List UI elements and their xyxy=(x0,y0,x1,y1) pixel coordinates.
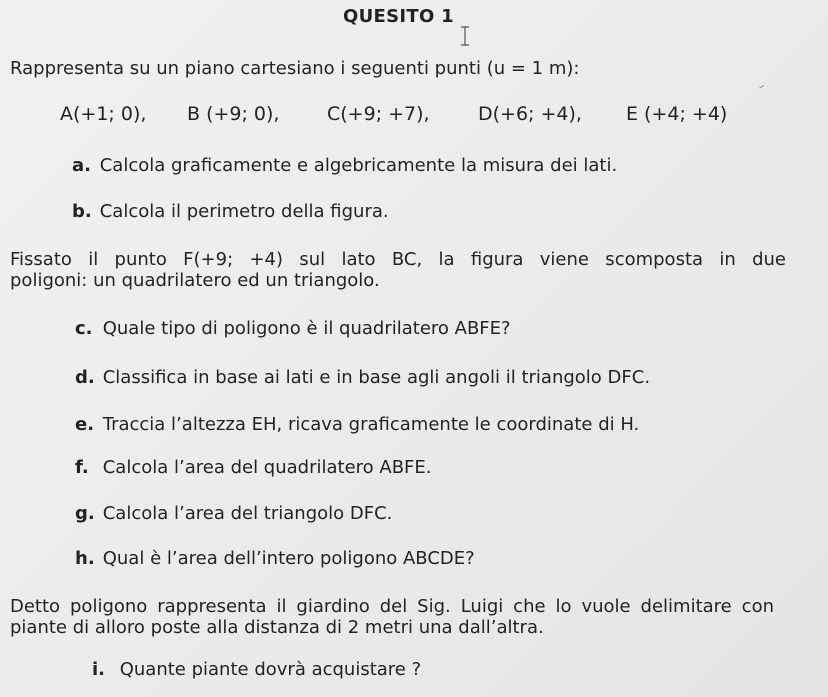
question-g xyxy=(75,503,392,524)
question-letter: c. xyxy=(75,318,93,339)
question-d xyxy=(75,367,650,388)
question-text: Calcola l’area del quadrilatero ABFE. xyxy=(102,457,432,478)
question-letter: b. xyxy=(72,201,92,222)
question-text: Qual è l’area dell’intero poligono ABCDE? xyxy=(102,548,475,569)
question-text: Traccia l’altezza EH, ricava graficamente le coordinate di H. xyxy=(102,414,640,435)
question-text: Quante piante dovrà acquistare ? xyxy=(119,659,422,680)
stray-mark xyxy=(759,85,765,91)
paragraph-line: Fissato il punto F(+9; +4) sul lato BC, la figura viene scomposta in due xyxy=(10,249,786,270)
point-a: A(+1; 0), xyxy=(60,103,147,125)
question-letter: a. xyxy=(72,155,91,176)
page-title: QUESITO 1 xyxy=(343,6,454,27)
question-letter: d. xyxy=(75,367,95,388)
question-a xyxy=(72,155,617,176)
question-letter: f. xyxy=(75,457,89,478)
paragraph-garden xyxy=(10,596,822,638)
question-text: Classifica in base ai lati e in base agli angoli il triangolo DFC. xyxy=(102,367,651,388)
question-f xyxy=(75,457,432,478)
paragraph-line: poligoni: un quadrilatero ed un triangolo. xyxy=(10,270,380,291)
question-letter: g. xyxy=(75,503,95,524)
point-d: D(+6; +4), xyxy=(478,103,582,125)
question-text: Calcola graficamente e algebricamente la misura dei lati. xyxy=(99,155,618,176)
question-text: Calcola l’area del triangolo DFC. xyxy=(102,503,393,524)
text-cursor-icon xyxy=(460,26,470,46)
paragraph-line: Detto poligono rappresenta il giardino del Sig. Luigi che lo vuole delimitare con xyxy=(10,596,774,617)
point-e: E (+4; +4) xyxy=(626,103,728,125)
question-c xyxy=(75,318,511,339)
question-letter: e. xyxy=(75,414,95,435)
paragraph-decomposition xyxy=(10,249,822,291)
intro-text: Rappresenta su un piano cartesiano i seguenti punti (u = 1 m): xyxy=(10,58,580,79)
question-text: Calcola il perimetro della figura. xyxy=(99,201,389,222)
question-i xyxy=(92,659,421,680)
question-letter: h. xyxy=(75,548,95,569)
point-c: C(+9; +7), xyxy=(327,103,430,125)
question-text: Quale tipo di poligono è il quadrilatero ABFE? xyxy=(102,318,511,339)
question-h xyxy=(75,548,475,569)
question-b xyxy=(72,201,389,222)
question-letter: i. xyxy=(92,659,106,680)
point-b: B (+9; 0), xyxy=(187,103,280,125)
paragraph-line: piante di alloro poste alla distanza di 2 metri una dall’altra. xyxy=(10,617,544,638)
question-e xyxy=(75,414,639,435)
